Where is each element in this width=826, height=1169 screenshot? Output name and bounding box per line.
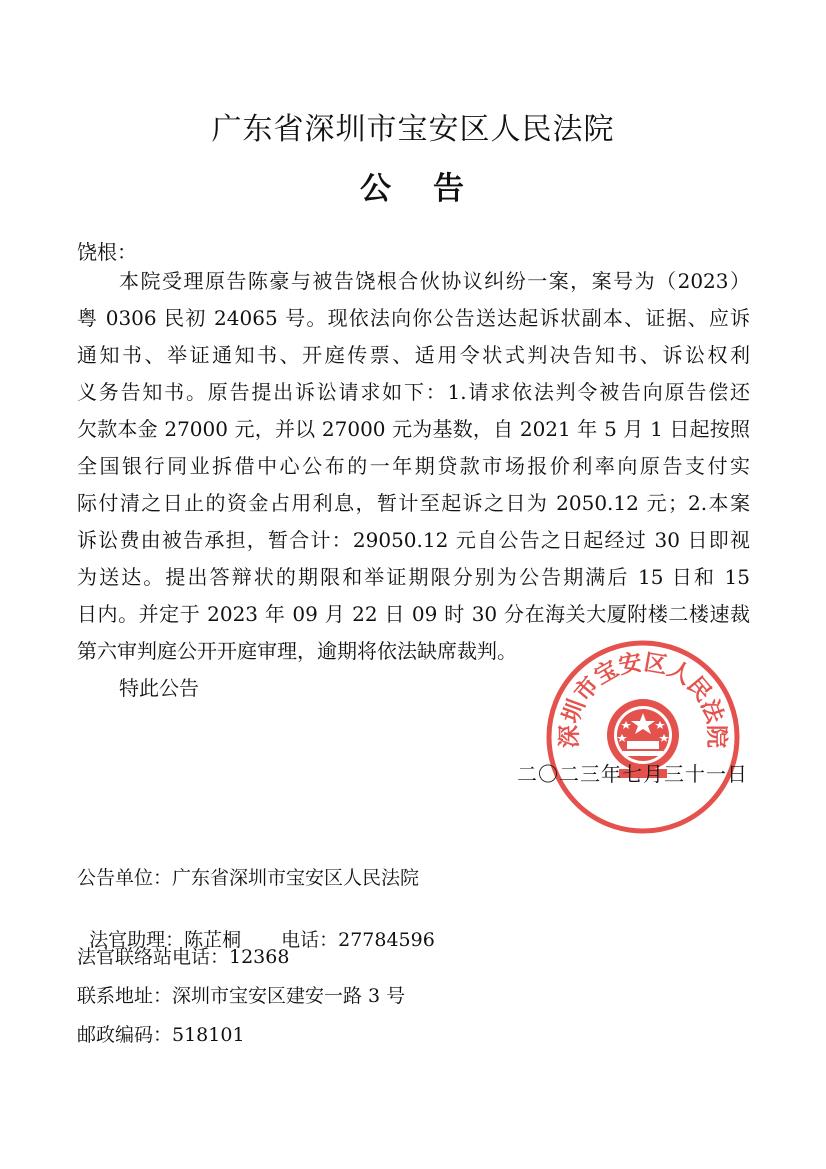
body-line: 通知书、举证通知书、开庭传票、适用令状式判决告知书、诉讼权利 [77, 343, 750, 367]
body-line: 义务告知书。原告提出诉讼请求如下：1.请求依法判令被告向原告偿还 [77, 380, 750, 404]
body-line: 本院受理原告陈豪与被告饶根合伙协议纠纷一案，案号为（2023） [119, 269, 750, 293]
body-line: 全国银行同业拆借中心公布的一年期贷款市场报价利率向原告支付实 [77, 454, 750, 478]
footer-postal: 邮政编码：518101 [77, 1024, 245, 1046]
body-line: 粤 0306 民初 24065 号。现依法向你公告送达起诉状副本、证据、应诉 [77, 306, 750, 330]
body-line: 日内。并定于 2023 年 09 月 22 日 09 时 30 分在海关大厦附楼二楼速裁 [77, 602, 750, 626]
court-name-heading: 广东省深圳市宝安区人民法院 [211, 112, 615, 147]
notice-title-part2: 告 [433, 171, 466, 207]
notice-title [0, 163, 826, 208]
body-line: 际付清之日止的资金占用利息，暂计至起诉之日为 2050.12 元；2.本案 [77, 491, 750, 515]
footer-unit: 公告单位：广东省深圳市宝安区人民法院 [77, 867, 420, 889]
footer-station-phone: 法官联络站电话：12368 [77, 946, 290, 968]
notice-title-part1: 公 [360, 171, 393, 207]
notice-date: 二〇二三年七月三十一日 [517, 762, 748, 786]
body-line: 欠款本金 27000 元，并以 27000 元为基数，自 2021 年 5 月 1 日起按照 [77, 417, 750, 441]
court-seal [543, 637, 743, 837]
body-line: 第六审判庭公开开庭审理，逾期将依法缺席裁判。 [77, 639, 517, 663]
body-line: 诉讼费由被告承担，暂合计：29050.12 元自公告之日起经过 30 日即视 [77, 528, 750, 552]
footer-phone: 电话：27784596 [281, 929, 435, 951]
body-line: 为送达。提出答辩状的期限和举证期限分别为公告期满后 15 日和 15 [77, 565, 750, 589]
seal-text: 深圳市宝安区人民法院 [555, 648, 731, 749]
footer-address: 联系地址：深圳市宝安区建安一路 3 号 [77, 985, 406, 1007]
footer-assistant-name: 法官助理：陈芷桐 [89, 929, 242, 951]
addressee: 饶根： [77, 240, 137, 264]
closing-text: 特此公告 [119, 676, 199, 700]
